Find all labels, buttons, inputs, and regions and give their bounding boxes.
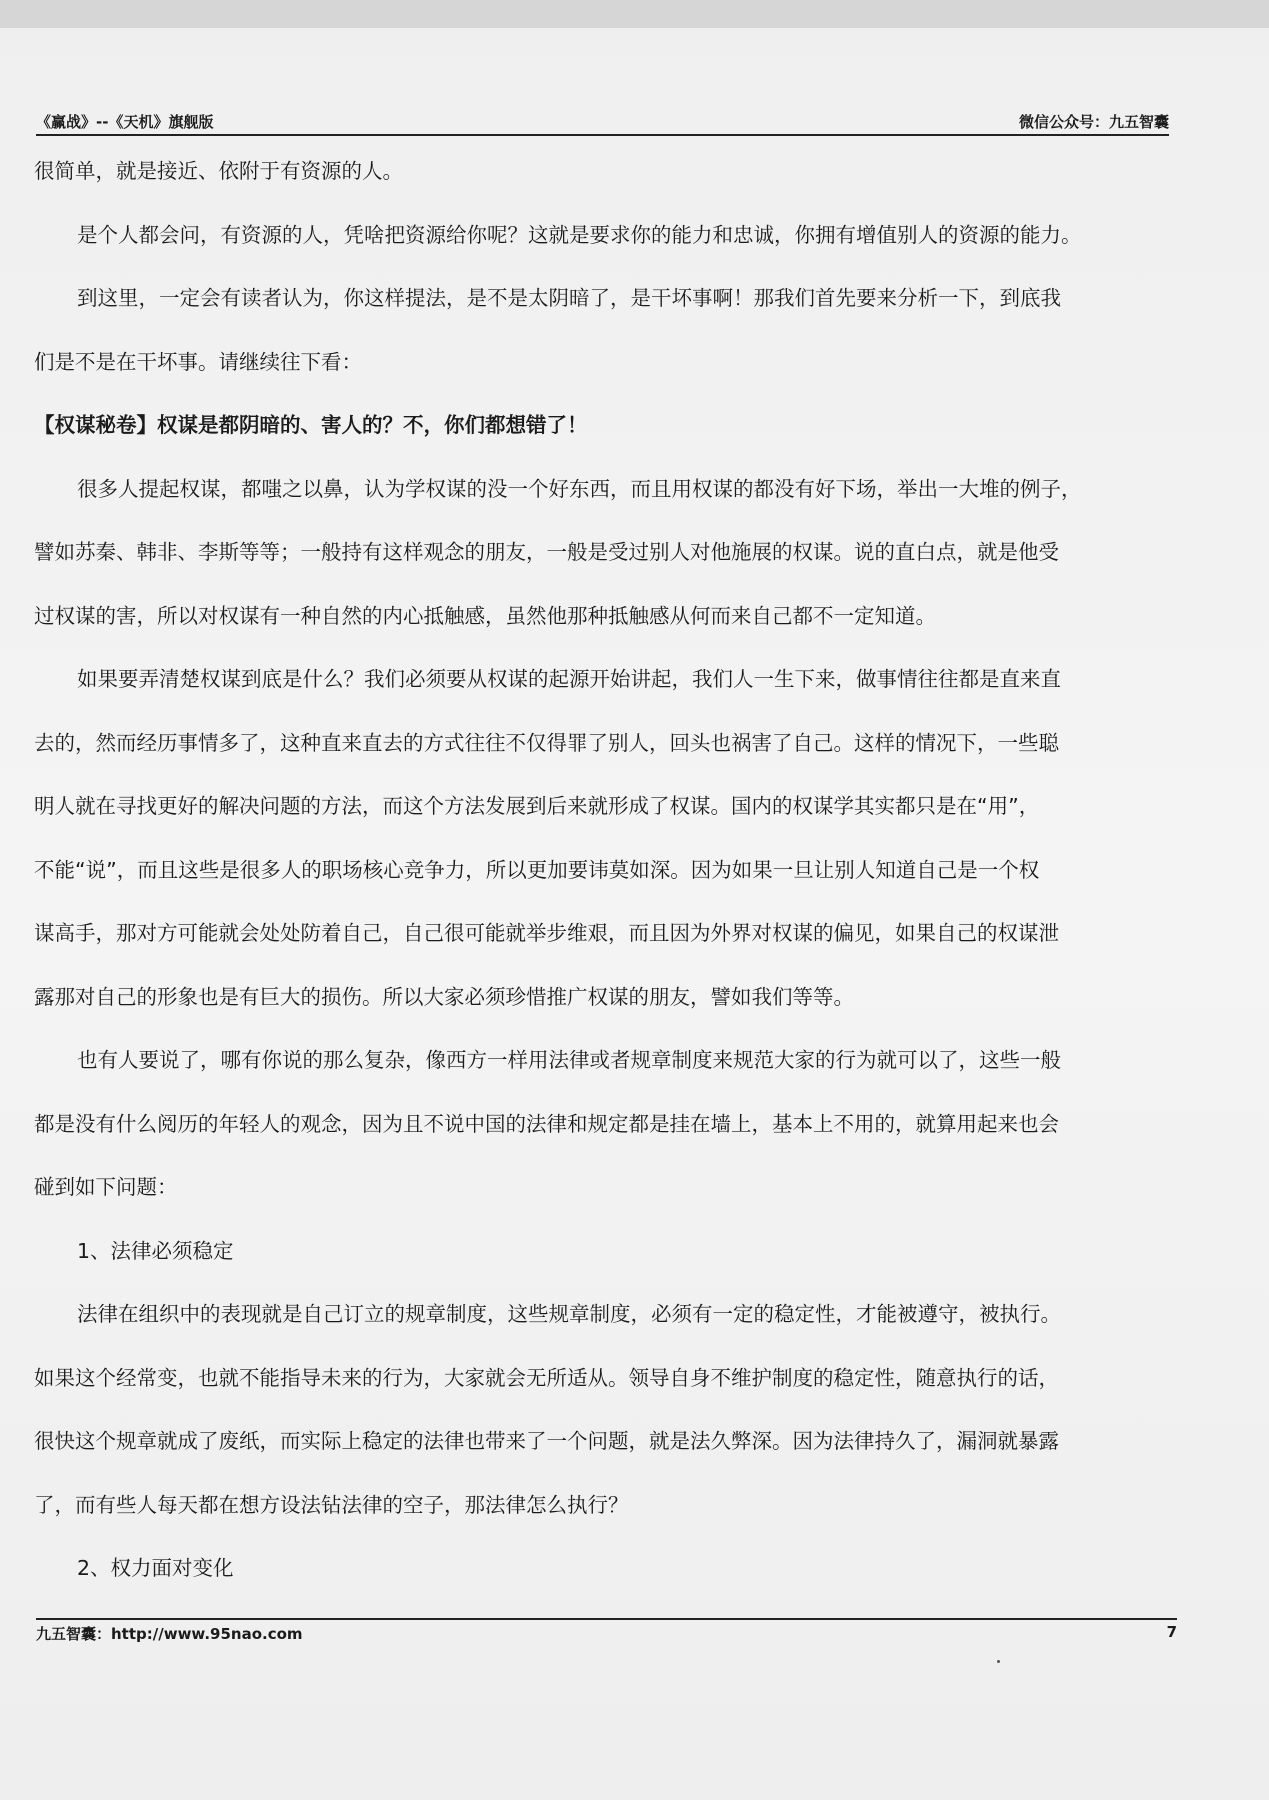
list-heading: 2、权力面对变化	[77, 1556, 234, 1580]
text-line: 是个人都会问，有资源的人，凭啥把资源给你呢？这就是要求你的能力和忠诚，你拥有增值别人的资源的能力。	[77, 222, 1082, 247]
text-line: 也有人要说了，哪有你说的那么复杂，像西方一样用法律或者规章制度来规范大家的行为就可以了，这些一般	[77, 1048, 1061, 1072]
text-line: 谋高手，那对方可能就会处处防着自己，自己很可能就举步维艰，而且因为外界对权谋的偏见，如果自己的权谋泄	[34, 921, 1059, 945]
text-line: 们是不是在干坏事。请继续往下看：	[34, 349, 362, 374]
body-text	[34, 140, 1177, 1601]
section-heading: 【权谋秘卷】权谋是都阴暗的、害人的？不，你们都想错了！	[34, 413, 588, 437]
page-number: 7	[1166, 1623, 1177, 1641]
text-line: 譬如苏秦、韩非、李斯等等；一般持有这样观念的朋友，一般是受过别人对他施展的权谋。说的直白点，就是他受	[34, 540, 1059, 564]
text-line: 明人就在寻找更好的解决问题的方法，而这个方法发展到后来就形成了权谋。国内的权谋学其实都只是在“用”，	[34, 794, 1040, 818]
header-wechat-account: 微信公众号：九五智囊	[1018, 113, 1169, 131]
footer-website: 九五智囊：http://www.95nao.com	[36, 1625, 303, 1643]
text-line: 法律在组织中的表现就是自己订立的规章制度，这些规章制度，必须有一定的稳定性，才能被遵守，被执行。	[77, 1302, 1061, 1326]
text-line: 如果这个经常变，也就不能指导未来的行为，大家就会无所适从。领导自身不维护制度的稳定性，随意执行的话，	[34, 1365, 1059, 1390]
text-line: 如果要弄清楚权谋到底是什么？我们必须要从权谋的起源开始讲起，我们人一生下来，做事情往往都是直来直	[77, 667, 1061, 691]
text-line: 碰到如下问题：	[34, 1175, 178, 1199]
text-line: 去的，然而经历事情多了，这种直来直去的方式往往不仅得罪了别人，回头也祸害了自己。这样的情况下，一些聪	[34, 730, 1059, 755]
text-line: 露那对自己的形象也是有巨大的损伤。所以大家必须珍惜推广权谋的朋友，譬如我们等等。	[34, 984, 854, 1009]
header-book-title: 《赢战》--《天机》旗舰版	[36, 113, 214, 131]
text-line: 很简单，就是接近、依附于有资源的人。	[34, 159, 403, 183]
text-line: 都是没有什么阅历的年轻人的观念，因为且不说中国的法律和规定都是挂在墙上，基本上不用的，就算用起来也会	[34, 1111, 1059, 1136]
text-line: 了，而有些人每天都在想方设法钻法律的空子，那法律怎么执行？	[34, 1492, 629, 1517]
text-line: 不能“说”，而且这些是很多人的职场核心竞争力，所以更加要讳莫如深。因为如果一旦让别人知道自己是一个权	[34, 857, 1040, 882]
list-heading: 1、法律必须稳定	[77, 1238, 234, 1263]
text-line: 到这里，一定会有读者认为，你这样提法，是不是太阴暗了，是干坏事啊！那我们首先要来分析一下，到底我	[77, 286, 1061, 310]
text-line: 很快这个规章就成了废纸，而实际上稳定的法律也带来了一个问题，就是法久弊深。因为法律持久了，漏洞就暴露	[34, 1429, 1059, 1453]
page-footer	[36, 1618, 1177, 1644]
page-header	[36, 106, 1169, 136]
text-line: 很多人提起权谋，都嗤之以鼻，认为学权谋的没一个好东西，而且用权谋的都没有好下场，举出一大堆的例子，	[77, 476, 1082, 501]
text-line: 过权谋的害，所以对权谋有一种自然的内心抵触感，虽然他那种抵触感从何而来自己都不一定知道。	[34, 603, 936, 628]
speck-mark	[997, 1660, 1000, 1663]
